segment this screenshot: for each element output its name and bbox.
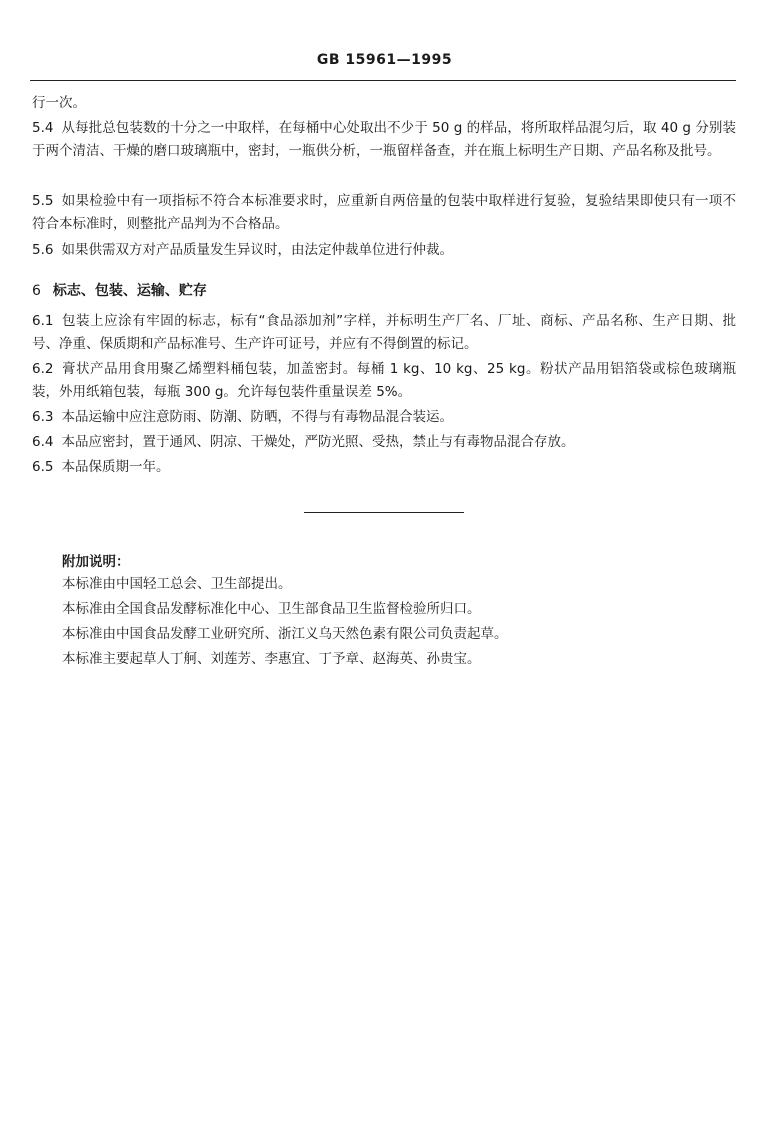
clause-5-4 xyxy=(32,117,736,163)
section-6-heading xyxy=(32,280,207,300)
clause-number: 6.4 xyxy=(32,434,54,450)
header-divider xyxy=(30,80,736,81)
note-line: 本标准由中国食品发酵工业研究所、浙江义乌天然色素有限公司负责起草。 xyxy=(62,626,508,642)
clause-6-5 xyxy=(32,456,736,479)
clause-text: 本品应密封，置于通风、阴凉、干燥处，严防光照、受热，禁止与有毒物品混合存放。 xyxy=(61,434,575,450)
standard-code-header: GB 15961—1995 xyxy=(316,52,453,68)
continued-text: 行一次。 xyxy=(32,95,86,111)
note-line: 本标准主要起草人丁舸、刘莲芳、李惠宜、丁予章、赵海英、孙贵宝。 xyxy=(62,651,481,667)
clause-6-2 xyxy=(32,358,736,404)
clause-6-4 xyxy=(32,431,736,454)
clause-text: 膏状产品用食用聚乙烯塑料桶包装，加盖密封。每桶 1 kg、10 kg、25 kg。粉状产品用铝箔袋或棕色玻璃瓶装，外用纸箱包装，每瓶 300 g。允许每包装件重量误差 5%。 xyxy=(32,361,736,400)
clause-text: 从每批总包装数的十分之一中取样，在每桶中心处取出不少于 50 g 的样品，将所取样品混匀后，取 40 g 分别装于两个清洁、干燥的磨口玻璃瓶中，密封，一瓶供分析，一瓶留样备查，并在瓶上标明生产日期、产品名称及批号。 xyxy=(32,120,736,159)
section-number: 6 xyxy=(32,283,41,299)
clause-number: 5.5 xyxy=(32,193,54,209)
clause-text: 如果供需双方对产品质量发生异议时，由法定仲裁单位进行仲裁。 xyxy=(61,242,453,258)
clause-number: 6.1 xyxy=(32,313,54,329)
clause-number: 5.4 xyxy=(32,120,54,136)
note-line: 本标准由中国轻工总会、卫生部提出。 xyxy=(62,576,292,592)
clause-text: 本品运输中应注意防雨、防潮、防晒，不得与有毒物品混合装运。 xyxy=(61,409,453,425)
additional-notes-title: 附加说明： xyxy=(62,554,130,570)
clause-text: 本品保质期一年。 xyxy=(61,459,170,475)
clause-text: 如果检验中有一项指标不符合本标准要求时，应重新自两倍量的包装中取样进行复验，复验结果即使只有一项不符合本标准时，则整批产品判为不合格品。 xyxy=(32,193,736,232)
note-line: 本标准由全国食品发酵标准化中心、卫生部食品卫生监督检验所归口。 xyxy=(62,601,481,617)
clause-text: 包装上应涂有牢固的标志，标有“食品添加剂”字样，并标明生产厂名、厂址、商标、产品名称、生产日期、批号、净重、保质期和产品标准号、生产许可证号，并应有不得倒置的标记。 xyxy=(32,313,736,352)
clause-6-1 xyxy=(32,310,736,356)
clause-number: 6.3 xyxy=(32,409,54,425)
clause-6-3 xyxy=(32,406,736,429)
clause-number: 5.6 xyxy=(32,242,54,258)
continued-paragraph xyxy=(32,92,736,115)
clause-number: 6.2 xyxy=(32,361,54,377)
clause-5-6 xyxy=(32,239,736,262)
clause-number: 6.5 xyxy=(32,459,54,475)
end-of-text-rule xyxy=(304,512,464,513)
section-title: 标志、包装、运输、贮存 xyxy=(52,283,207,299)
clause-5-5 xyxy=(32,190,736,236)
